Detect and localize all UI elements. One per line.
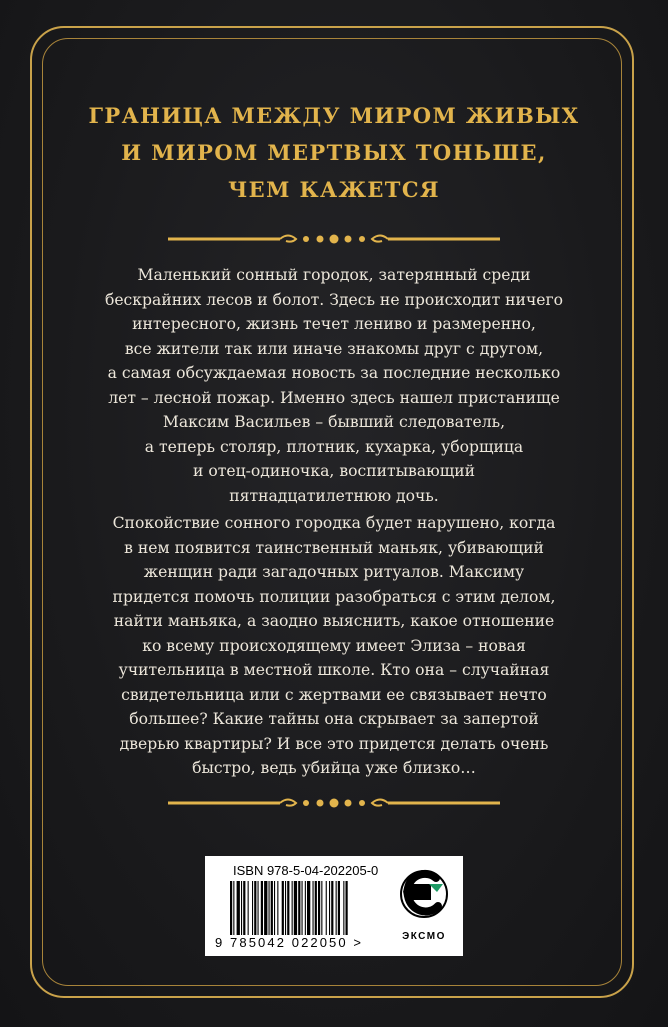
blurb-line: учительница в местной школе. Кто она – случайная [118, 661, 550, 679]
blurb-line: женщин ради загадочных ритуалов. Максиму [143, 563, 525, 581]
barcode-stripe [318, 881, 320, 935]
barcode-stripe [241, 881, 242, 935]
blurb-line: пятнадцатилетнюю дочь. [229, 486, 439, 505]
barcode-stripe [261, 881, 263, 935]
barcode-stripe [343, 881, 344, 935]
blurb-line: большее? Какие тайны она скрывает за запертой [129, 710, 539, 728]
barcode-stripe [264, 881, 267, 935]
publisher-logo [385, 856, 463, 956]
publisher-name: ЭКСМО [402, 931, 446, 942]
barcode-stripe [258, 881, 259, 935]
barcode-stripe [248, 881, 249, 935]
barcode-stripe [254, 881, 256, 935]
blurb-line: придется помочь полиции разобраться с этим делом, [112, 587, 556, 606]
barcode-stripe [329, 881, 330, 935]
blurb-line: а теперь столяр, плотник, кухарка, уборщица [144, 437, 524, 456]
barcode-stripe [230, 881, 232, 935]
blurb-line: все жители так или иначе знакомы друг с другом, [124, 339, 544, 358]
barcode-stripe [287, 881, 289, 935]
tagline-line: ЧЕМ КАЖЕТСЯ [228, 177, 440, 202]
blurb-line: интересного, жизнь течет лениво и размеренно, [132, 315, 536, 333]
eksmo-logo-icon [399, 864, 449, 926]
blurb-line: Маленький сонный городок, затерянный среди [137, 266, 531, 284]
blurb-line: ко всему происходящему имеет Элиза – новая [142, 636, 526, 655]
barcode-stripe [331, 881, 333, 935]
barcode-stripe [282, 881, 284, 935]
barcode-stripe [271, 881, 273, 935]
barcode-stripe [292, 881, 293, 935]
barcode-stripe [326, 881, 327, 935]
barcode-stripe [252, 881, 253, 935]
barcode-stripe [269, 881, 270, 935]
blurb-line: а самая обсуждаемая новость за последние несколько [107, 364, 561, 382]
barcode-stripe [307, 881, 310, 935]
ornament-divider-top [168, 232, 500, 246]
barcode-stripe [243, 881, 245, 935]
tagline-line: ГРАНИЦА МЕЖДУ МИРОМ ЖИВЫХ [88, 103, 580, 128]
tagline-line: И МИРОМ МЕРТВЫХ ТОНЬШЕ, [121, 140, 547, 165]
blurb-line: дверью квартиры? И все это придется делать очень [119, 734, 549, 753]
tagline [60, 97, 608, 208]
barcode-bars [230, 881, 386, 935]
blurb-paragraph-2 [94, 511, 574, 781]
barcode-stripe [302, 881, 303, 935]
barcode-digits: 9 785042 022050 > [215, 935, 364, 950]
blurb-line: Спокойствие сонного городка будет нарушено, когда [112, 514, 556, 532]
blurb-line: свидетельница или с жертвами ее связывает нечто [121, 685, 547, 704]
barcode-stripe [346, 881, 348, 935]
blurb-paragraph-1 [94, 263, 574, 508]
barcode-stripe [277, 881, 278, 935]
barcode-stripe [274, 881, 275, 935]
barcode-stripe [305, 881, 306, 935]
barcode-stripe [298, 881, 300, 935]
barcode-stripe [336, 881, 337, 935]
barcode-stripe [285, 881, 286, 935]
barcode-stripe [315, 881, 317, 935]
barcode-stripe [338, 881, 340, 935]
blurb-line: быстро, ведь убийца уже близко… [192, 759, 476, 777]
blurb-line: в нем появится таинственный маньяк, убивающий [124, 538, 544, 557]
barcode-stripe [321, 881, 322, 935]
ornament-divider-bottom [168, 796, 500, 810]
barcode-stripe [237, 881, 240, 935]
blurb-line: Максим Васильев – бывший следователь, [162, 413, 506, 431]
isbn-label: ISBN 978-5-04-202205-0 [233, 863, 379, 878]
blurb-line: найти маньяка, а заодно выяснить, какое отношение [113, 612, 555, 630]
barcode-stripe [233, 881, 234, 935]
blurb-line: лет – лесной пожар. Именно здесь нашел пристанище [108, 388, 560, 407]
blurb-line: и отец-одиночка, воспитывающий [193, 462, 475, 480]
blurb-line: бескрайних лесов и болот. Здесь не происходит ничего [104, 290, 564, 309]
barcode-stripe [313, 881, 314, 935]
barcode-stripe [294, 881, 297, 935]
